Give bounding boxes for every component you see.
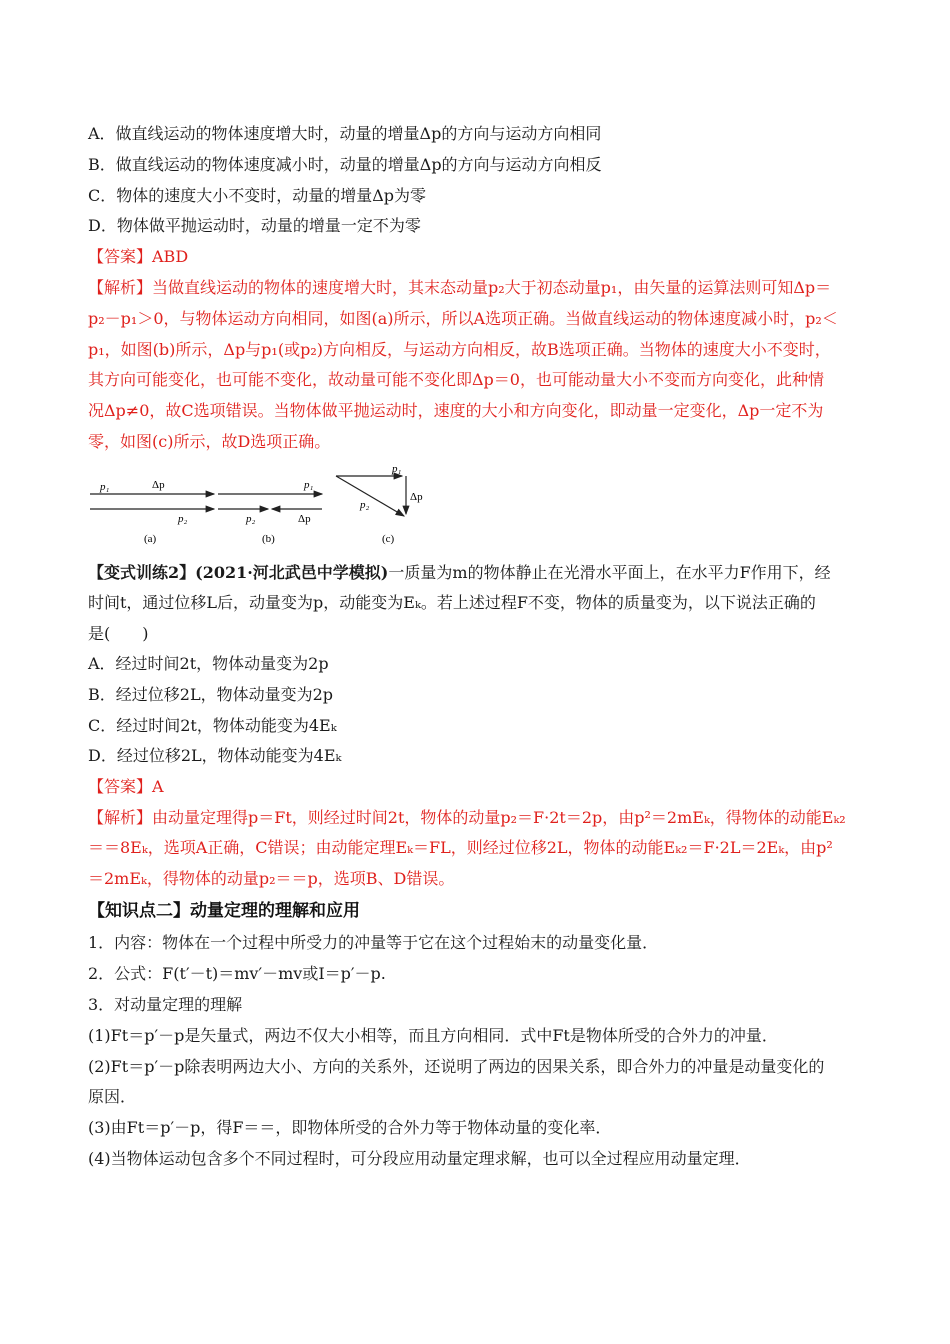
kp2-line: (4)当物体运动包含多个不同过程时，可分段应用动量定理求解，也可以全过程应用动量定理．: [88, 1149, 751, 1168]
figure-b-p2-label: p₂: [246, 513, 256, 525]
figure-c-p2-arrow: [336, 476, 404, 516]
q1-option-b: B．做直线运动的物体速度减小时，动量的增量Δp的方向与运动方向相反: [88, 155, 602, 174]
q1-analysis-line: p₂－p₁＞0，与物体运动方向相同，如图(a)所示，所以A选项正确。当做直线运动的物体速度减小时，p₂＜: [88, 309, 838, 328]
q2-title: 【变式训练2】(2021·河北武邑中学模拟): [88, 563, 389, 582]
figure-c-p2-label: p₂: [360, 499, 370, 511]
q2-stem-line: 是( ): [88, 624, 149, 643]
figure-b-dp-label: Δp: [298, 513, 311, 525]
q1-analysis-line: 其方向可能变化，也可能不变化，故动量可能不变化即Δp＝0，也可能动量大小不变而方向变化，此种情: [88, 370, 824, 389]
q1-option-c: C．物体的速度大小不变时，动量的增量Δp为零: [88, 186, 427, 205]
q2-option-d: D．经过位移2L，物体动能变为4Eₖ: [88, 746, 342, 765]
q2-stem-text: 一质量为m的物体静止在光滑水平面上，在水平力F作用下，经: [388, 563, 831, 582]
figure-c-p1-label: p₁: [392, 463, 402, 475]
momentum-vector-figure: [86, 462, 446, 548]
q1-option-a: A．做直线运动的物体速度增大时，动量的增量Δp的方向与运动方向相同: [88, 124, 602, 143]
q2-option-c: C．经过时间2t，物体动能变为4Eₖ: [88, 716, 337, 735]
figure-b-p1-label: p₁: [304, 479, 314, 491]
figure-a-p1-label: p₁: [100, 481, 110, 493]
kp2-line: 2．公式：F(t′－t)＝mv′－mv或I＝p′－p.: [88, 964, 386, 983]
figure-c-dp-label: Δp: [410, 491, 423, 503]
q2-answer: 【答案】A: [88, 777, 164, 796]
q2-stem-line-1: [88, 562, 864, 584]
figure-c-caption: (c): [382, 533, 395, 545]
kp2-heading: 【知识点二】动量定理的理解和应用: [88, 901, 360, 921]
figure-a-dp-label: Δp: [152, 479, 165, 491]
q2-analysis-line: ＝＝8Eₖ，选项A正确，C错误；由动能定理Eₖ＝FL，则经过位移2L，物体的动能Eₖ₂＝F·2L＝2Eₖ，由p²: [88, 838, 833, 857]
q2-option-a: A．经过时间2t，物体动量变为2p: [88, 654, 329, 673]
figure-b-caption: (b): [262, 533, 275, 545]
q1-analysis-line: p₁，如图(b)所示，Δp与p₁(或p₂)方向相反，与运动方向相反，故B选项正确。当物体的速度大小不变时，: [88, 340, 831, 359]
kp2-line: 原因．: [88, 1087, 137, 1106]
q1-option-d: D．物体做平抛运动时，动量的增量一定不为零: [88, 216, 421, 235]
q1-analysis-line: 零，如图(c)所示，故D选项正确。: [88, 432, 331, 451]
q1-answer: 【答案】ABD: [88, 247, 189, 266]
q1-analysis-line: 况Δp≠0，故C选项错误。当物体做平抛运动时，速度的大小和方向变化，即动量一定变化，Δp一定不为: [88, 401, 824, 420]
q1-analysis-line: 【解析】当做直线运动的物体的速度增大时，其末态动量p₂大于初态动量p₁，由矢量的运算法则可知Δp＝: [88, 278, 832, 297]
q2-analysis-line: 【解析】由动量定理得p＝Ft，则经过时间2t，物体的动量p₂＝F·2t＝2p，由p²＝2mEₖ，得物体的动能Eₖ₂: [88, 808, 846, 827]
kp2-line: (2)Ft＝p′－p除表明两边大小、方向的关系外，还说明了两边的因果关系，即合外力的冲量是动量变化的: [88, 1057, 825, 1076]
kp2-line: 1．内容：物体在一个过程中所受力的冲量等于它在这个过程始末的动量变化量．: [88, 933, 659, 952]
q2-stem-line: 时间t，通过位移L后，动量变为p，动能变为Eₖ。若上述过程F不变，物体的质量变为，以下说法正确的: [88, 593, 816, 612]
kp2-line: (3)由Ft＝p′－p，得F＝＝，即物体所受的合外力等于物体动量的变化率．: [88, 1118, 612, 1137]
kp2-line: 3．对动量定理的理解: [88, 995, 243, 1014]
kp2-line: (1)Ft＝p′－p是矢量式，两边不仅大小相等，而且方向相同．式中Ft是物体所受的合外力的冲量．: [88, 1026, 778, 1045]
figure-a-caption: (a): [144, 533, 157, 545]
q2-option-b: B．经过位移2L，物体动量变为2p: [88, 685, 333, 704]
q2-analysis-line: ＝2mEₖ，得物体的动量p₂＝＝p，选项B、D错误。: [88, 869, 455, 888]
figure-a-p2-label: p₂: [178, 513, 188, 525]
